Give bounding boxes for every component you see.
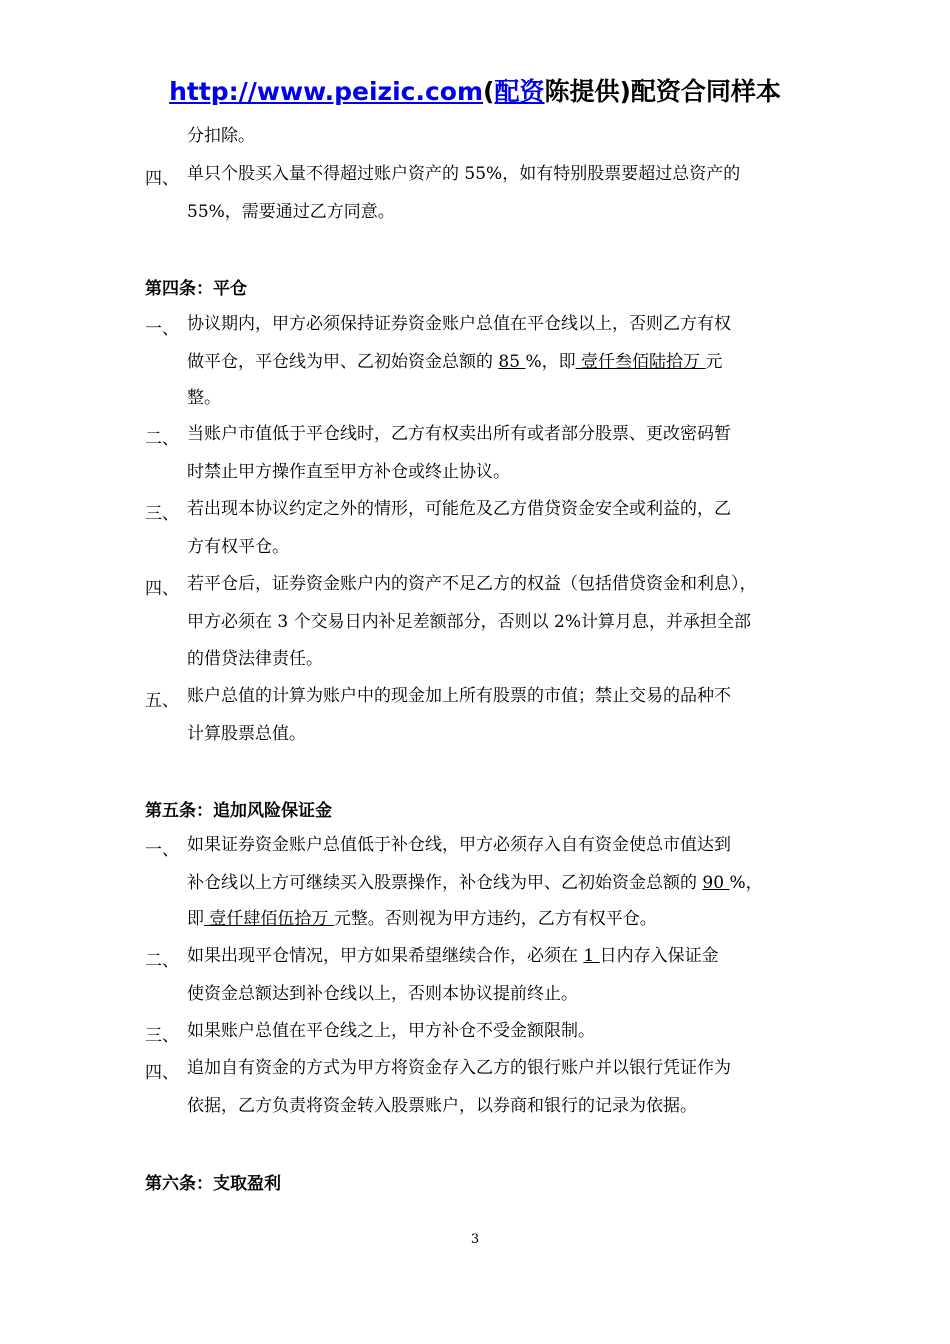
- item-text: 方有权平仓。: [187, 537, 289, 557]
- item-text: 计算股票总值。: [187, 724, 306, 744]
- item-text: 若出现本协议约定之外的情形，可能危及乙方借贷资金安全或利益的，乙: [187, 499, 731, 519]
- item-text: 追加自有资金的方式为甲方将资金存入乙方的银行账户并以银行凭证作为: [187, 1058, 731, 1078]
- item-text: 如果账户总值在平仓线之上，甲方补仓不受金额限制。: [187, 1021, 595, 1041]
- item-text: 补仓线以上方可继续买入股票操作，补仓线为甲、乙初始资金总额的 90 %，: [187, 873, 763, 893]
- item-number: 五、: [145, 691, 179, 711]
- item-number: 四、: [145, 579, 179, 599]
- item-number: 一、: [145, 840, 179, 860]
- item-text: 即 壹仟肆佰伍拾万 元整。否则视为甲方违约，乙方有权平仓。: [187, 909, 657, 929]
- item-number: 三、: [145, 504, 179, 524]
- item-number: 二、: [145, 951, 179, 971]
- item-text: 如果出现平仓情况，甲方如果希望继续合作，必须在 1 日内存入保证金: [187, 946, 719, 966]
- item-text: 的借贷法律责任。: [187, 649, 323, 669]
- header-url-link[interactable]: http://www.peizic.com: [169, 77, 484, 106]
- item-number: 四、: [145, 1063, 179, 1083]
- item-text: 使资金总额达到补仓线以上，否则本协议提前终止。: [187, 984, 578, 1004]
- blank-value: 90: [702, 873, 730, 893]
- item-text: 依据，乙方负责将资金转入股票账户，以券商和银行的记录为依据。: [187, 1096, 697, 1116]
- item-text: 协议期内，甲方必须保持证券资金账户总值在平仓线以上，否则乙方有权: [187, 314, 731, 334]
- item-text: 做平仓，平仓线为甲、乙初始资金总额的 85 %，即 壹仟叁佰陆拾万 元: [187, 352, 723, 372]
- header-link-word[interactable]: 配资: [494, 77, 545, 106]
- item-text: 账户总值的计算为账户中的现金加上所有股票的市值；禁止交易的品种不: [187, 686, 731, 706]
- blank-value: 1: [583, 946, 600, 966]
- item-text: 甲方必须在 3 个交易日内补足差额部分，否则以 2%计算月息，并承担全部: [187, 612, 751, 632]
- blank-value: 壹仟肆佰伍拾万: [204, 909, 334, 929]
- header-suffix: 陈提供)配资合同样本: [544, 77, 781, 106]
- item-text: 当账户市值低于平仓线时，乙方有权卖出所有或者部分股票、更改密码暂: [187, 424, 731, 444]
- item-number: 一、: [145, 319, 179, 339]
- item-text: 整。: [187, 388, 221, 408]
- page-number: 3: [470, 1232, 480, 1247]
- blank-value: 壹仟叁佰陆拾万: [575, 352, 706, 372]
- header-paren: (: [483, 77, 495, 106]
- blank-value: 85: [498, 352, 526, 372]
- item-number: 四、: [145, 169, 179, 189]
- item-text: 时禁止甲方操作直至甲方补仓或终止协议。: [187, 462, 510, 482]
- item-text: 如果证券资金账户总值低于补仓线，甲方必须存入自有资金使总市值达到: [187, 835, 731, 855]
- section-title: 第六条：支取盈利: [145, 1174, 281, 1194]
- item-text: 单只个股买入量不得超过账户资产的 55%，如有特别股票要超过总资产的: [187, 164, 741, 184]
- item-text: 若平仓后，证券资金账户内的资产不足乙方的权益（包括借贷资金和利息），: [187, 574, 757, 594]
- section-title: 第四条：平仓: [145, 279, 247, 299]
- item-text: 55%，需要通过乙方同意。: [187, 202, 395, 222]
- page-header: [0, 72, 950, 108]
- carry-line: 分扣除。: [187, 126, 255, 146]
- item-number: 二、: [145, 429, 179, 449]
- item-number: 三、: [145, 1026, 179, 1046]
- section-title: 第五条：追加风险保证金: [145, 801, 332, 821]
